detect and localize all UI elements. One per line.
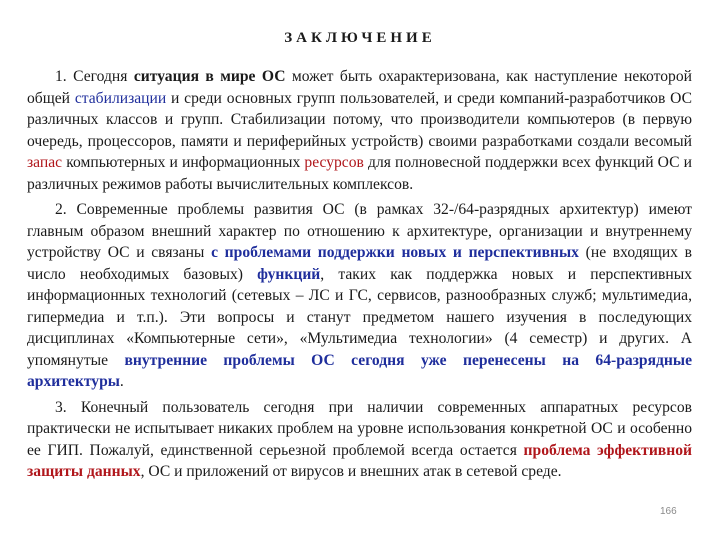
highlight-reserve: запас (27, 154, 63, 171)
page-title: ЗАКЛЮЧЕНИЕ (284, 30, 436, 46)
document-body (27, 66, 692, 487)
highlight-new-functions-support: с проблемами поддержки новых и перспективных (211, 244, 579, 261)
highlight-situation: ситуация в мире ОС (133, 68, 286, 85)
text-segment: может быть охарактеризована, как наступление некоторой общей (27, 68, 692, 107)
text-segment: 2. Современные проблемы развития ОС (в рамках 32-/64-разрядных архитектур) имеют главным образом внешний характер по отношению к архитектуре, организации и внутреннему устройству ОС и связаны (27, 201, 692, 261)
highlight-functions: функций (257, 265, 321, 283)
text-segment: , таких как поддержка новых и перспективных информационных технологий (сетевых – ЛС и ГС, сервисов, разнообразных служб; мультимедиа, гипермедиа и т.п.). Эти вопросы и станут предметом нашего изучения в последующих дисциплинах «Компьютерные сети», «Мультимедиа технологии» (4 семестр) и других. А упомянутые (27, 265, 692, 369)
highlight-internal-problems: внутренние проблемы ОС сегодня уже перенесены на 64-разрядные архитектуры (27, 351, 693, 390)
highlight-stabilization: стабилизации (74, 89, 167, 107)
paragraph-2 (27, 199, 692, 393)
text-segment: . (119, 373, 124, 390)
paragraph-3 (27, 397, 692, 483)
text-segment: для полновесной поддержки всех функций ОС и различных режимов работы вычислительных комплексов. (27, 154, 692, 193)
highlight-resources: ресурсов (304, 154, 364, 171)
text-segment: (не входящих в число необходимых базовых) (27, 244, 692, 283)
text-segment: , ОС и приложений от вирусов и внешних атак в сетевой среде. (140, 463, 562, 480)
highlight-data-protection: проблема эффективной защиты данных (27, 441, 692, 480)
text-segment: компьютерных и информационных (62, 154, 305, 171)
page-number: 166 (660, 506, 677, 517)
paragraph-1 (27, 66, 692, 195)
text-segment: 3. Конечный пользователь сегодня при наличии современных аппаратных ресурсов практически не испытывает никаких проблем на уровне использования конкретной ОС и особенно ее ГИП. Пожалуй, единственной серьезной проблемой всегда остается (27, 398, 692, 459)
text-segment: и среди основных групп пользователей, и среди компаний-разработчиков ОС различных классов и групп. Стабилизации потому, что производители компьютеров (в первую очередь, процессоров, памяти и периферийных устройств) своими разработками создали весомый (27, 89, 692, 150)
text-segment: 1. Сегодня (55, 68, 134, 85)
